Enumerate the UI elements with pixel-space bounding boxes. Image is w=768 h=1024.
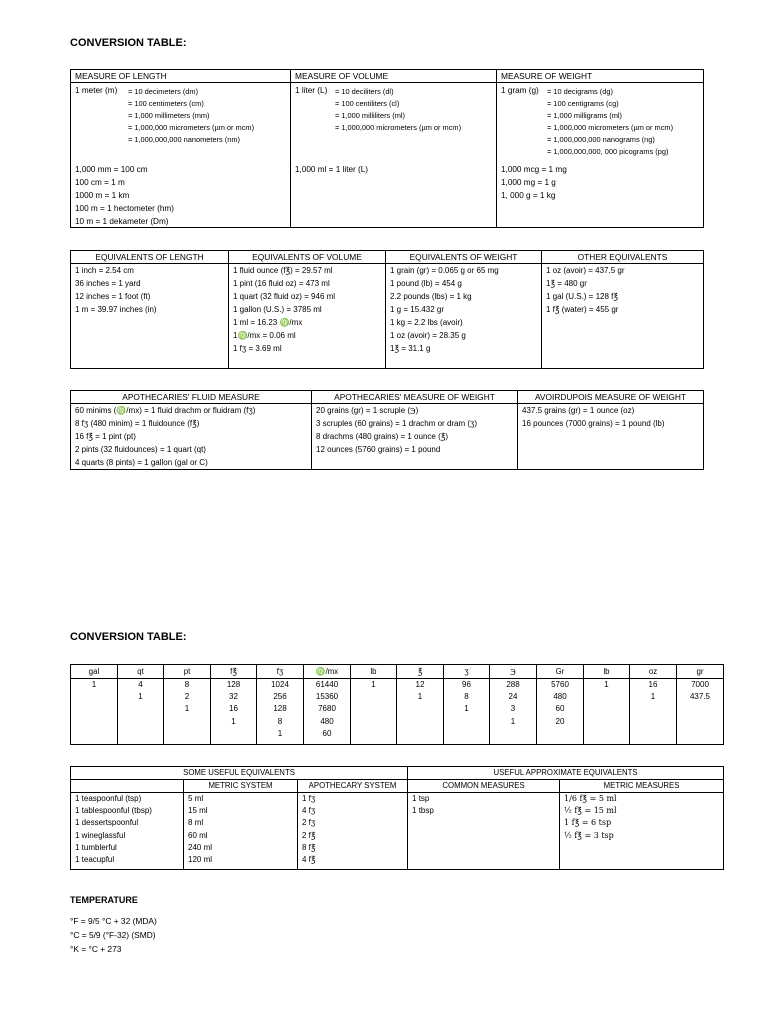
unit-value: 8 bbox=[184, 680, 190, 689]
eq-volume-line: 1 pint (16 fluid oz) = 473 ml bbox=[233, 279, 330, 288]
header-eq-other: OTHER EQUIVALENTS bbox=[542, 251, 704, 264]
weight-base: 1 gram (g) bbox=[501, 86, 539, 95]
metric-measure-value: 1/6 f℥ = 5 ml bbox=[564, 794, 617, 803]
eq-other-line: 1℥ = 480 gr bbox=[546, 279, 587, 288]
eq-weight-line: 2.2 pounds (lbs) = 1 kg bbox=[390, 292, 472, 301]
length-def: = 1,000 millimeters (mm) bbox=[128, 111, 210, 120]
header-volume: MEASURE OF VOLUME bbox=[291, 70, 497, 83]
unit-col bbox=[630, 679, 677, 745]
unit-header: Gr bbox=[537, 665, 584, 679]
weight-extra: 1,000 mcg = 1 mg bbox=[501, 165, 567, 174]
metric-value: 5 ml bbox=[188, 794, 204, 803]
unit-value: 61440 bbox=[315, 680, 339, 689]
metric-measure-value: 1 f℥ = 6 tsp bbox=[564, 818, 612, 828]
unit-value: 1 bbox=[510, 716, 516, 726]
metric-measures-header: METRIC MEASURES bbox=[560, 780, 724, 793]
unit-header: lb bbox=[351, 665, 397, 679]
eq-weight-line: 1 oz (avoir) = 28.35 g bbox=[390, 331, 466, 340]
unit-value: 12 bbox=[415, 680, 425, 689]
common-value: 1 tbsp bbox=[412, 806, 434, 816]
unit-value: 24 bbox=[508, 692, 518, 702]
apoth-fluid-line: 4 quarts (8 pints) = 1 gallon (gal or C) bbox=[75, 458, 208, 467]
metric-cell bbox=[184, 793, 298, 870]
unit-col bbox=[444, 679, 490, 745]
useful-name: 1 tablespoonful (tbsp) bbox=[75, 806, 152, 816]
temperature-line: °F = 9/5 °C + 32 (MDA) bbox=[70, 916, 157, 926]
header-apoth-fluid: APOTHECARIES' FLUID MEASURE bbox=[71, 391, 312, 404]
weight-def: = 1,000,000 micrometers (µm or mcm) bbox=[547, 123, 674, 132]
weight-extra: 1,000 mg = 1 g bbox=[501, 178, 556, 187]
temperature-line: °C = 5/9 (°F-32) (SMD) bbox=[70, 930, 156, 940]
apoth-fluid-line: 16 f℥ = 1 pint (pt) bbox=[75, 432, 136, 441]
unit-col bbox=[71, 679, 118, 745]
metric-measure-value: ½ f℥ = 3 tsp bbox=[564, 830, 614, 840]
header-length: MEASURE OF LENGTH bbox=[71, 70, 291, 83]
length-cell bbox=[71, 83, 291, 228]
length-extra: 10 m = 1 dekameter (Dm) bbox=[75, 217, 169, 226]
unit-value: 480 bbox=[320, 716, 334, 726]
unit-col bbox=[351, 679, 397, 745]
volume-def: = 1,000,000 micrometers (µm or mcm) bbox=[335, 123, 462, 132]
weight-cell bbox=[497, 83, 704, 228]
unit-header: gr bbox=[677, 665, 724, 679]
weight-def: = 1,000 milligrams (ml) bbox=[547, 111, 622, 120]
blank-header bbox=[71, 780, 184, 793]
unit-value: 1 bbox=[464, 704, 469, 714]
volume-def: = 100 centiliters (cl) bbox=[335, 99, 400, 108]
useful-name: 1 teaspoonful (tsp) bbox=[75, 794, 142, 803]
eq-other-cell bbox=[542, 264, 704, 369]
weight-def: = 100 centigrams (cg) bbox=[547, 99, 619, 108]
length-extra: 1,000 mm = 100 cm bbox=[75, 165, 148, 174]
unit-header: gal bbox=[71, 665, 118, 679]
header-avoir-weight: AVOIRDUPOIS MEASURE OF WEIGHT bbox=[518, 391, 704, 404]
unit-value: 1 bbox=[277, 728, 283, 738]
unit-value: 2 bbox=[184, 692, 190, 702]
eq-weight-line: 1 kg = 2.2 lbs (avoir) bbox=[390, 318, 463, 327]
eq-volume-line: 1 fʒ = 3.69 ml bbox=[233, 344, 282, 353]
temperature-line: °K = °C + 273 bbox=[70, 944, 122, 954]
weight-extra: 1, 000 g = 1 kg bbox=[501, 191, 556, 200]
eq-weight-line: 1 pound (lb) = 454 g bbox=[390, 279, 462, 288]
unit-value: 60 bbox=[322, 728, 332, 738]
unit-col bbox=[257, 679, 304, 745]
unit-value: 15360 bbox=[315, 692, 339, 702]
unit-header: ʒ bbox=[444, 665, 490, 679]
apoth-fluid-cell bbox=[71, 404, 312, 470]
length-base: 1 meter (m) bbox=[75, 86, 118, 95]
eq-volume-line: 1 ml = 16.23 ♍/mx bbox=[233, 318, 303, 327]
unit-header: lb bbox=[584, 665, 630, 679]
apothecary-value: 1 fʒ bbox=[302, 794, 316, 803]
unit-value: 480 bbox=[553, 692, 567, 702]
apothecary-value: 8 f℥ bbox=[302, 842, 316, 852]
weight-def: = 10 decigrams (dg) bbox=[547, 87, 613, 96]
apoth-weight-cell bbox=[312, 404, 518, 470]
approx-group-header: USEFUL APPROXIMATE EQUIVALENTS bbox=[408, 767, 724, 780]
volume-def: = 1,000 milliliters (ml) bbox=[335, 111, 406, 120]
unit-value: 1 bbox=[371, 680, 376, 689]
eq-length-line: 1 inch = 2.54 cm bbox=[75, 266, 134, 275]
avoir-weight-line: 16 pounces (7000 grains) = 1 pound (lb) bbox=[522, 419, 665, 428]
unit-col bbox=[304, 679, 351, 745]
apoth-fluid-line: 60 minims (♍/mx) = 1 fluid drachm or fluidram (fʒ) bbox=[75, 406, 256, 415]
eq-length-line: 36 inches = 1 yard bbox=[75, 279, 141, 288]
useful-name: 1 tumblerful bbox=[75, 842, 117, 852]
page-title-1: CONVERSION TABLE: bbox=[70, 37, 187, 49]
length-def: = 1,000,000 micrometers (µm or mcm) bbox=[128, 123, 255, 132]
apoth-fluid-line: 8 fʒ (480 minim) = 1 fluidounce (f℥) bbox=[75, 419, 200, 428]
unit-value: 256 bbox=[273, 692, 287, 702]
useful-name: 1 dessertspoonful bbox=[75, 818, 139, 828]
unit-value: 8 bbox=[277, 716, 283, 726]
unit-value: 8 bbox=[464, 692, 469, 702]
temperature-title: TEMPERATURE bbox=[70, 895, 138, 905]
length-extra: 100 cm = 1 m bbox=[75, 178, 125, 187]
apothecary-value: 4 fʒ bbox=[302, 806, 316, 816]
common-value: 1 tsp bbox=[412, 794, 430, 803]
eq-other-line: 1 oz (avoir) = 437.5 gr bbox=[546, 266, 625, 275]
apoth-weight-line: 3 scruples (60 grains) = 1 drachm or dram (ʒ) bbox=[316, 419, 478, 428]
unit-value: 288 bbox=[506, 680, 520, 689]
useful-name: 1 wineglassful bbox=[75, 830, 126, 840]
apoth-weight-line: 20 grains (gr) = 1 scruple (℈) bbox=[316, 406, 419, 415]
metric-system-header: METRIC SYSTEM bbox=[184, 780, 298, 793]
eq-volume-cell bbox=[229, 264, 386, 369]
metric-measures-cell bbox=[560, 793, 724, 870]
apoth-weight-line: 12 ounces (5760 grains) = 1 pound bbox=[316, 445, 441, 454]
apothecaries-table bbox=[70, 390, 704, 470]
metric-value: 240 ml bbox=[188, 842, 213, 852]
unit-value: 1 bbox=[91, 680, 97, 689]
eq-weight-cell bbox=[386, 264, 542, 369]
header-eq-length: EQUIVALENTS OF LENGTH bbox=[71, 251, 229, 264]
unit-col bbox=[118, 679, 164, 745]
header-weight: MEASURE OF WEIGHT bbox=[497, 70, 704, 83]
unit-col bbox=[537, 679, 584, 745]
unit-header: fʒ bbox=[257, 665, 304, 679]
unit-col bbox=[397, 679, 444, 745]
metric-value: 60 ml bbox=[188, 830, 208, 840]
length-def: = 100 centimeters (cm) bbox=[128, 99, 204, 108]
weight-def: = 1,000,000,000, 000 picograms (pg) bbox=[547, 147, 669, 156]
unit-value: 16 bbox=[648, 680, 658, 689]
eq-weight-line: 1 grain (gr) = 0.065 g or 65 mg bbox=[390, 266, 499, 275]
metric-measure-value: ½ f℥ = 15 ml bbox=[564, 806, 617, 816]
unit-value: 16 bbox=[229, 704, 238, 714]
eq-weight-line: 1℥ = 31.1 g bbox=[390, 344, 431, 353]
eq-volume-line: 1 fluid ounce (f℥) = 29.57 ml bbox=[233, 266, 333, 275]
unit-header: qt bbox=[118, 665, 164, 679]
eq-length-cell bbox=[71, 264, 229, 369]
weight-def: = 1,000,000,000 nanograms (ng) bbox=[547, 135, 655, 144]
volume-extra: 1,000 ml = 1 liter (L) bbox=[295, 165, 369, 174]
temperature-formulas bbox=[70, 914, 157, 956]
unit-value: 7680 bbox=[318, 704, 336, 714]
header-eq-weight: EQUIVALENTS OF WEIGHT bbox=[386, 251, 542, 264]
apothecary-value: 4 f℥ bbox=[302, 855, 316, 865]
unit-col bbox=[211, 679, 257, 745]
eq-length-line: 1 m = 39.97 inches (in) bbox=[75, 305, 157, 314]
volume-base: 1 liter (L) bbox=[295, 86, 328, 95]
unit-value: 1 bbox=[650, 692, 656, 702]
eq-volume-line: 1 gallon (U.S.) = 3785 ml bbox=[233, 305, 322, 314]
unit-value: 1 bbox=[138, 692, 143, 702]
unit-value: 96 bbox=[462, 680, 471, 689]
unit-header: ♍/mx bbox=[304, 665, 351, 679]
header-apoth-weight: APOTHECARIES' MEASURE OF WEIGHT bbox=[312, 391, 518, 404]
unit-header: f℥ bbox=[211, 665, 257, 679]
eq-other-line: 1 f℥ (water) = 455 gr bbox=[546, 305, 619, 314]
measures-table bbox=[70, 69, 704, 228]
apothecary-system-header: APOTHECARY SYSTEM bbox=[298, 780, 408, 793]
unit-header: oz bbox=[630, 665, 677, 679]
page-title-2: CONVERSION TABLE: bbox=[70, 631, 187, 643]
unit-value: 1 bbox=[184, 704, 190, 714]
units-table bbox=[70, 664, 724, 745]
unit-value: 437.5 bbox=[689, 692, 711, 702]
eq-length-line: 12 inches = 1 foot (ft) bbox=[75, 292, 151, 301]
length-extra: 1000 m = 1 km bbox=[75, 191, 130, 200]
apoth-fluid-line: 2 pints (32 fluidounces) = 1 quart (qt) bbox=[75, 445, 206, 454]
unit-value: 1 bbox=[417, 692, 423, 702]
unit-value: 128 bbox=[273, 704, 287, 714]
useful-name: 1 teacupful bbox=[75, 855, 115, 865]
useful-table bbox=[70, 766, 724, 870]
eq-other-line: 1 gal (U.S.) = 128 f℥ bbox=[546, 292, 618, 301]
unit-value: 20 bbox=[555, 716, 565, 726]
apothecary-value: 2 fʒ bbox=[302, 818, 316, 828]
useful-group-header: SOME USEFUL EQUIVALENTS bbox=[71, 767, 408, 780]
unit-value: 5760 bbox=[551, 680, 569, 689]
metric-value: 120 ml bbox=[188, 855, 213, 865]
unit-col bbox=[584, 679, 630, 745]
metric-value: 8 ml bbox=[188, 818, 204, 828]
unit-col bbox=[677, 679, 724, 745]
unit-value: 7000 bbox=[691, 680, 709, 689]
unit-value: 60 bbox=[555, 704, 565, 714]
length-def: = 10 decimeters (dm) bbox=[128, 87, 199, 96]
unit-value: 1024 bbox=[271, 680, 289, 689]
names-cell bbox=[71, 793, 184, 870]
eq-weight-line: 1 g = 15.432 gr bbox=[390, 305, 445, 314]
unit-header: ℥ bbox=[397, 665, 444, 679]
unit-header: ℈ bbox=[490, 665, 537, 679]
unit-value: 1 bbox=[604, 680, 609, 689]
unit-col bbox=[490, 679, 537, 745]
volume-def: = 10 deciliters (dl) bbox=[335, 87, 394, 96]
eq-volume-line: 1♍/mx = 0.06 ml bbox=[233, 331, 296, 340]
apothecary-value: 2 f℥ bbox=[302, 830, 316, 840]
common-measures-header: COMMON MEASURES bbox=[408, 780, 560, 793]
header-eq-volume: EQUIVALENTS OF VOLUME bbox=[229, 251, 386, 264]
apoth-weight-line: 8 drachms (480 grains) = 1 ounce (℥) bbox=[316, 432, 449, 441]
unit-value: 32 bbox=[229, 692, 238, 702]
metric-value: 15 ml bbox=[188, 806, 208, 816]
avoir-weight-line: 437.5 grains (gr) = 1 ounce (oz) bbox=[522, 406, 635, 415]
unit-value: 128 bbox=[226, 680, 241, 689]
unit-col bbox=[164, 679, 211, 745]
eq-volume-line: 1 quart (32 fluid oz) = 946 ml bbox=[233, 292, 336, 301]
unit-value: 4 bbox=[138, 680, 143, 689]
apothecary-cell bbox=[298, 793, 408, 870]
unit-value: 3 bbox=[510, 704, 516, 714]
length-extra: 100 m = 1 hectometer (hm) bbox=[75, 204, 174, 213]
avoir-weight-cell bbox=[518, 404, 704, 470]
equivalents-table bbox=[70, 250, 704, 369]
common-cell bbox=[408, 793, 560, 870]
volume-cell bbox=[291, 83, 497, 228]
unit-header: pt bbox=[164, 665, 211, 679]
length-def: = 1,000,000,000 nanometers (nm) bbox=[128, 135, 240, 144]
unit-value: 1 bbox=[231, 716, 236, 726]
